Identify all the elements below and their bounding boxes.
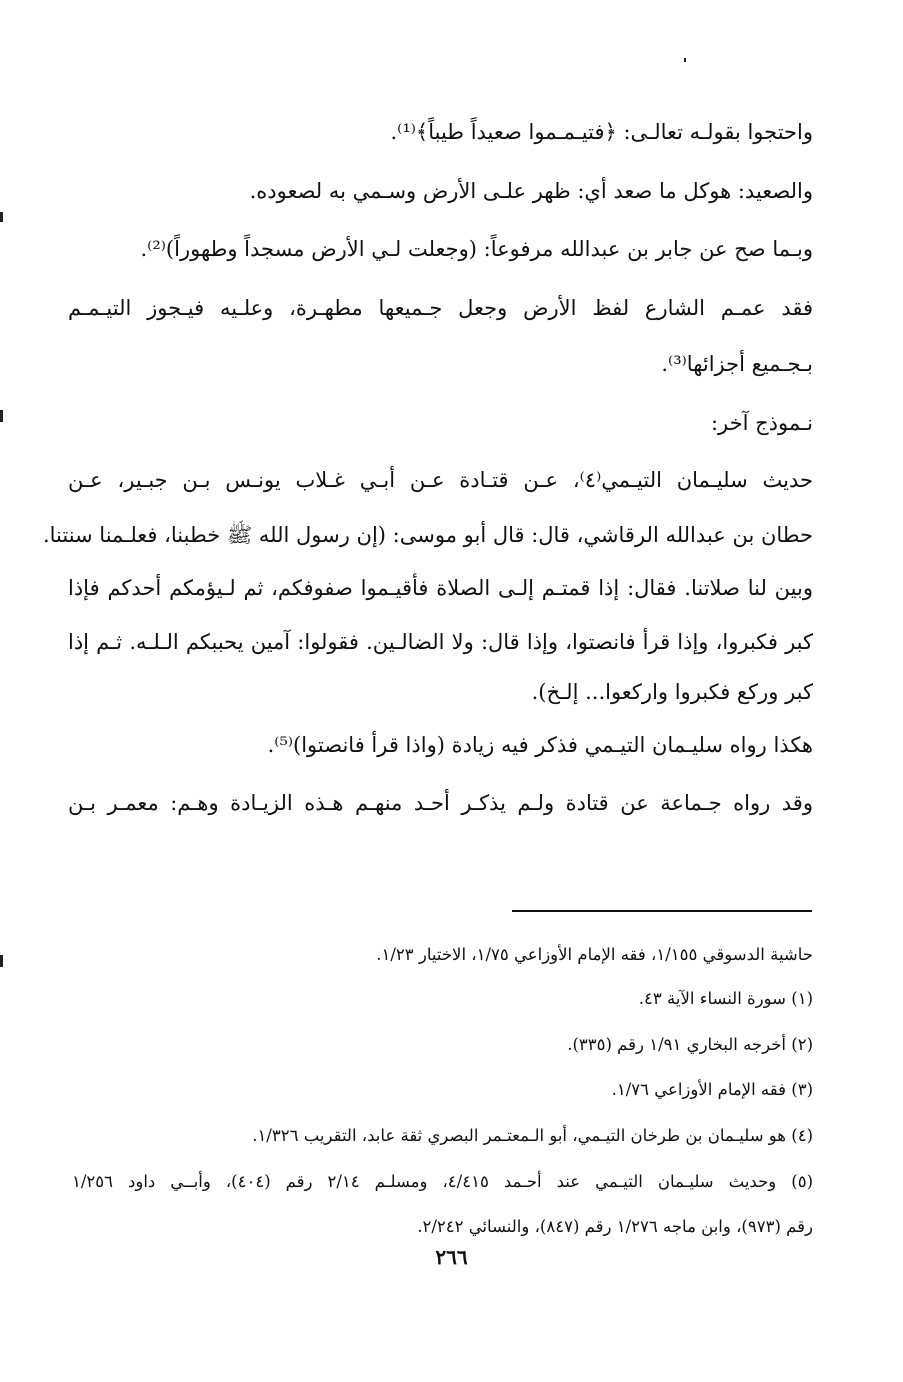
body-line: حديث سليـمان التيـمي⁽٤⁾، عـن قتـادة عـن أبـي غـلاب يونـس بـن جبـير، عـن bbox=[68, 468, 814, 492]
section-heading: نـموذج آخر: bbox=[710, 411, 813, 435]
body-line: وقد رواه جـماعة عن قتادة ولـم يذكـر أحـد منهـم هـذه الزيـادة وهـم: معمـر بـن bbox=[68, 791, 813, 815]
body-line: هكذا رواه سليـمان التيـمي فذكر فيه زيادة (واذا قرأ فانصتوا)⁽⁵⁾. bbox=[267, 733, 813, 757]
footnote: (٢) أخرجه البخاري ١/٩١ رقم (٣٣٥). bbox=[567, 1035, 813, 1054]
body-line: بـجـميع أجزائها⁽³⁾. bbox=[661, 352, 813, 376]
body-line: وبـما صح عن جابر بن عبدالله مرفوعاً: (وجعلت لـي الأرض مسجداً وطهوراً)⁽²⁾. bbox=[140, 237, 813, 261]
body-line: واحتجوا بقولـه تعالـى: ﴿فتيـمـموا صعيداً طيباً﴾⁽¹⁾. bbox=[390, 120, 813, 144]
scan-mark bbox=[0, 410, 3, 422]
footnote: (٣) فقه الإمام الأوزاعي ١/٧٦. bbox=[611, 1080, 813, 1099]
body-line: وبين لنا صلاتنا. فقال: إذا قمتـم إلـى الصلاة فأقيـموا صفوفكم، ثم لـيؤمكم أحدكم فإذا bbox=[68, 576, 813, 600]
scan-mark bbox=[0, 212, 3, 222]
body-line: فقد عمـم الشارع لفظ الأرض وجعل جـميعها مطهـرة، وعلـيه فيـجوز التيـمـم bbox=[68, 296, 813, 320]
scan-mark bbox=[0, 955, 3, 967]
footnote: (٥) وحديث سليـمان التيـمي عند أحـمد ٤/٤١٥، ومسلـم ٢/١٤ رقم (٤٠٤)، وأبــي داود ١/٢٥٦ bbox=[72, 1172, 814, 1191]
scan-mark bbox=[684, 58, 686, 62]
page-number: ٢٦٦ bbox=[435, 1245, 468, 1269]
footnote: حاشية الدسوقي ١/١٥٥، فقه الإمام الأوزاعي ١/٧٥، الاختيار ١/٢٣. bbox=[376, 945, 813, 964]
footnote: (٤) هو سليـمان بن طرخان التيـمي، أبو الـمعتـمر البصري ثقة عابد، التقريب ١/٣٢٦. bbox=[252, 1126, 813, 1145]
body-line: والصعيد: هوكل ما صعد أي: ظهر علـى الأرض وسـمي به لصعوده. bbox=[249, 179, 813, 203]
footnote: (١) سورة النساء الآية ٤٣. bbox=[638, 989, 813, 1008]
body-line: كبر وركع فكبروا واركعوا... إلـخ). bbox=[531, 680, 813, 704]
body-line: كبر فكبروا، وإذا قرأ فانصتوا، وإذا قال: ولا الضالـين. فقولوا: آمين يحببكم الـلـه. ثـم إذا bbox=[68, 630, 813, 654]
body-line: حطان بن عبدالله الرقاشي، قال: قال أبو موسى: (إن رسول الله ﷺ خطبنا، فعلـمنا سنتنا. bbox=[42, 523, 813, 547]
footnote: رقم (٩٧٣)، وابن ماجه ١/٢٧٦ رقم (٨٤٧)، والنسائي ٢/٢٤٢. bbox=[417, 1217, 813, 1236]
footnote-separator bbox=[512, 910, 812, 912]
